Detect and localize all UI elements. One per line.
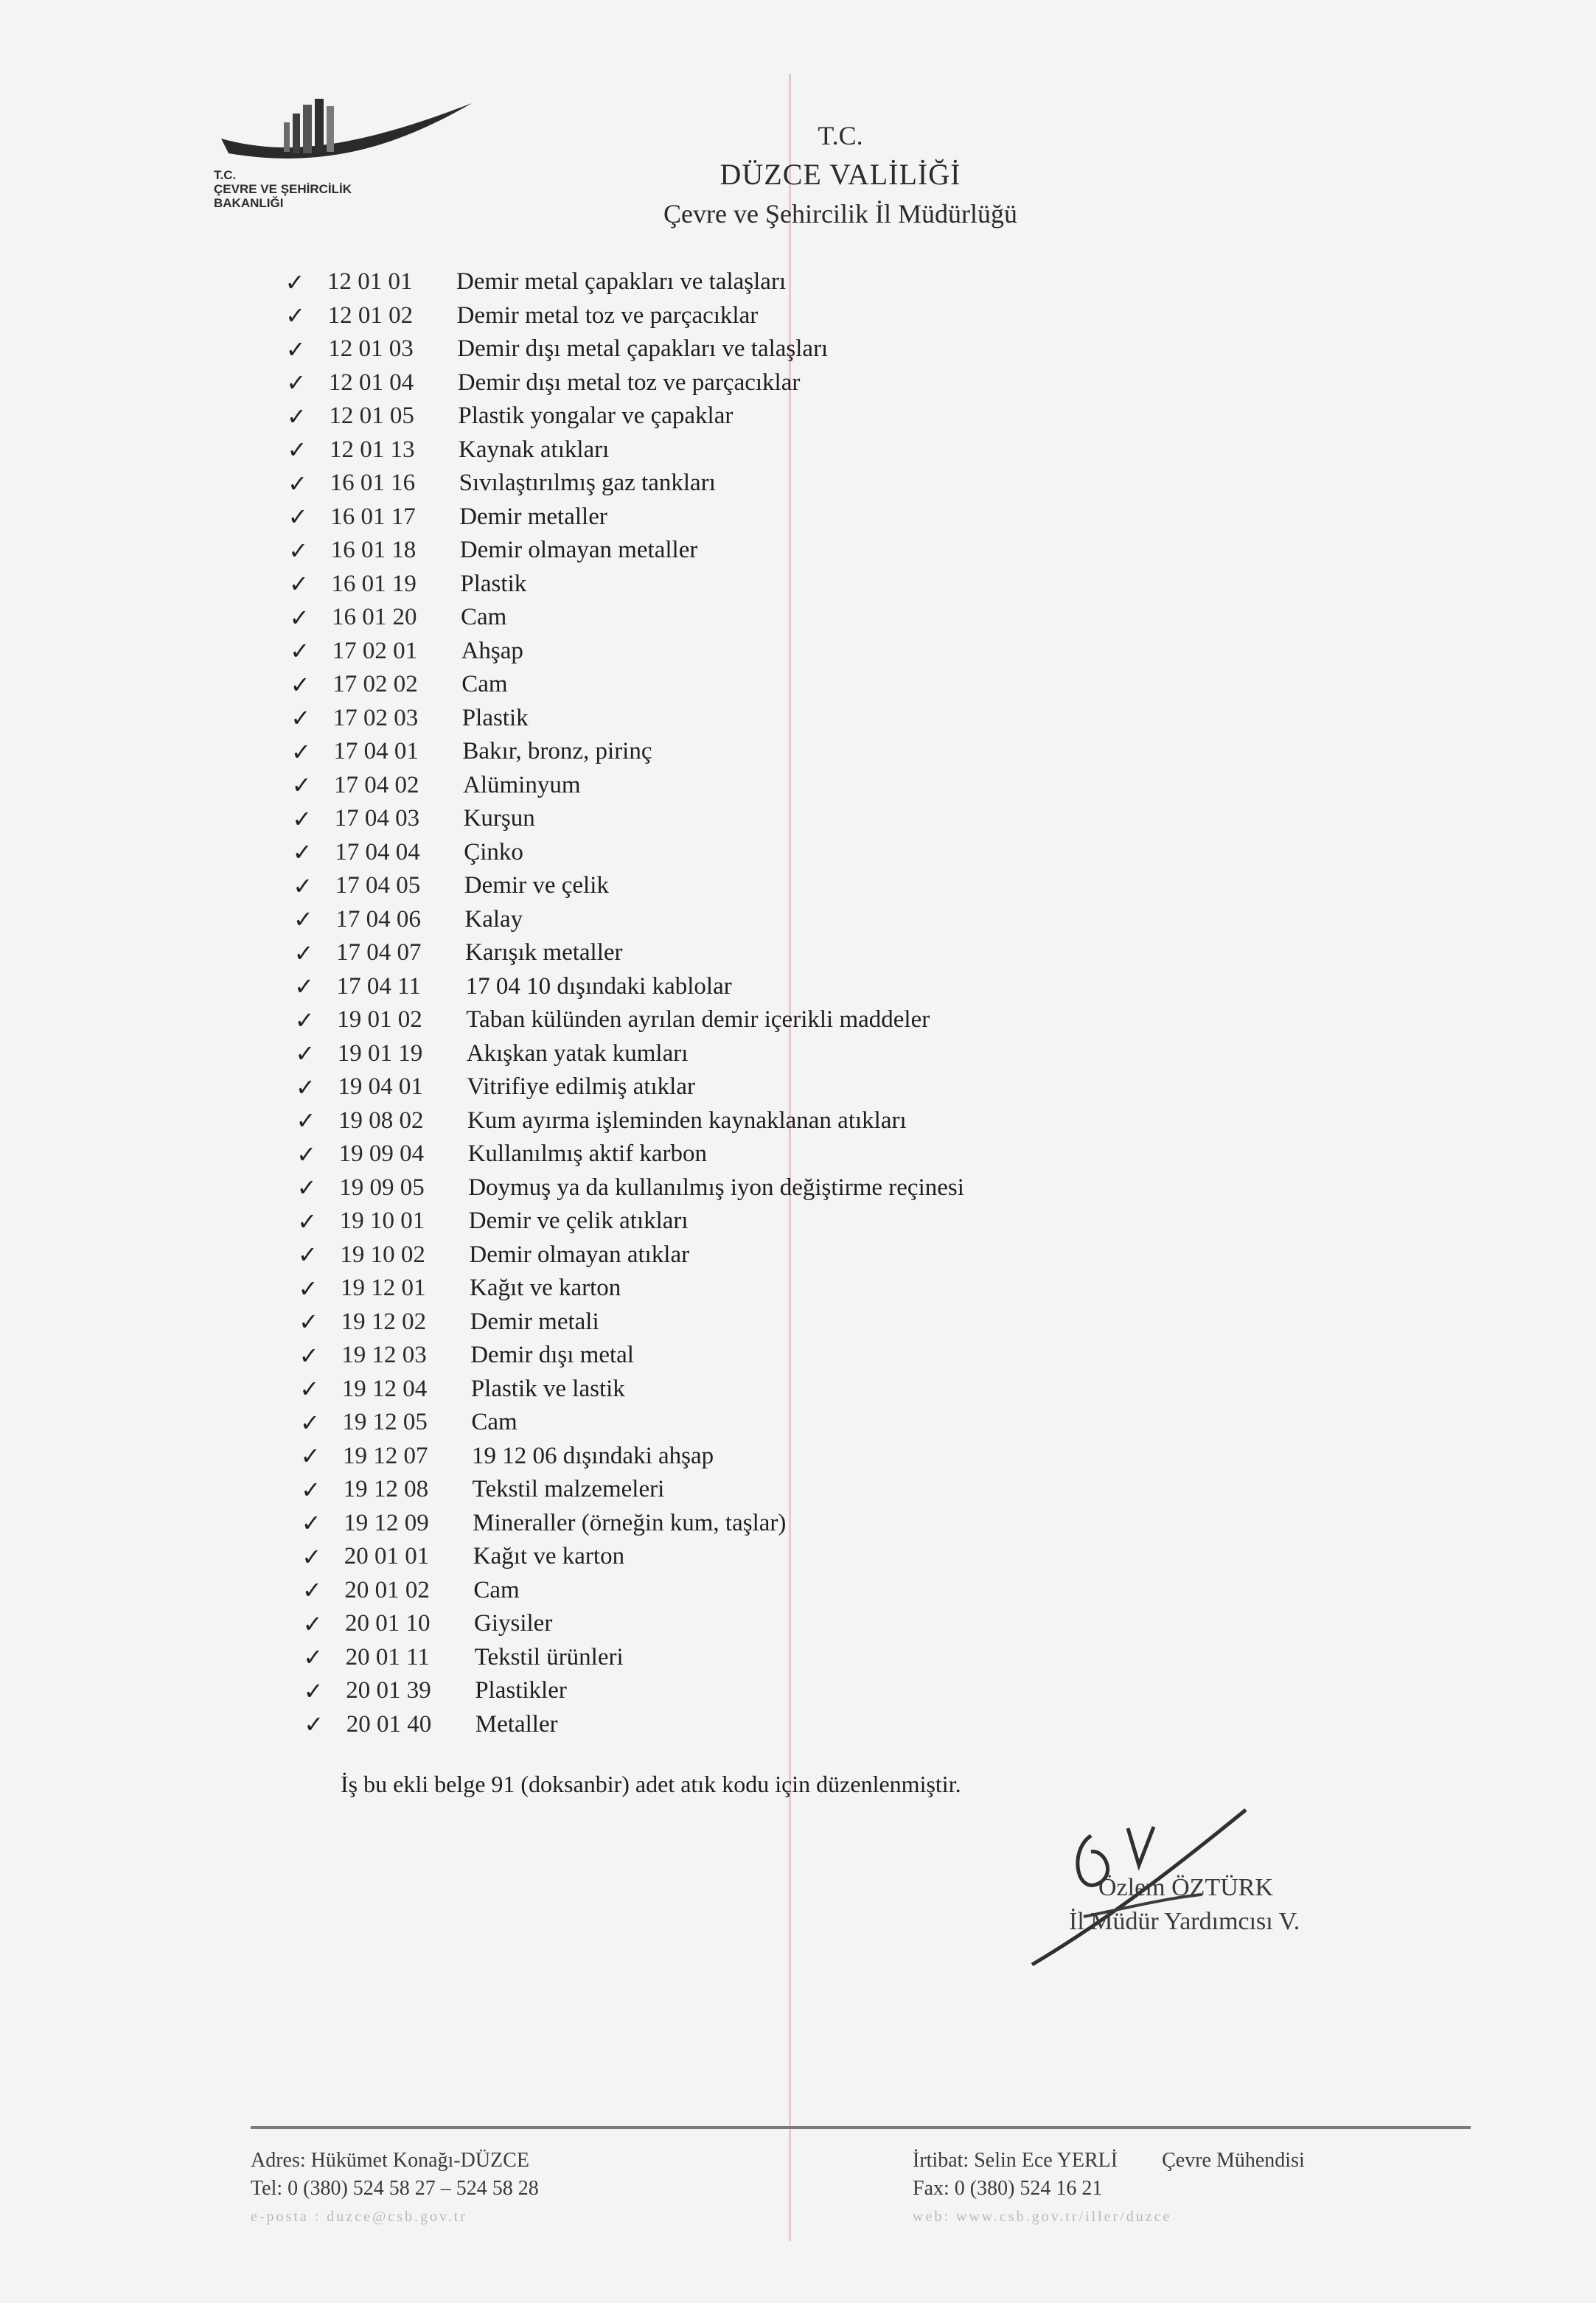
- checkmark-icon: ✓: [289, 603, 310, 632]
- list-item: [273, 836, 1157, 870]
- footer-tel: Tel: 0 (380) 524 58 27 – 524 58 28: [251, 2177, 539, 2200]
- list-item: [273, 1171, 1157, 1205]
- waste-description: Plastik: [461, 704, 529, 731]
- waste-description: Plastik: [460, 570, 527, 597]
- list-item: [273, 668, 1157, 702]
- waste-code: 19 12 07: [343, 1442, 428, 1469]
- checkmark-icon: ✓: [287, 436, 307, 464]
- checkmark-icon: ✓: [298, 1274, 318, 1303]
- waste-code: 12 01 01: [327, 268, 413, 296]
- waste-description: Cam: [461, 604, 507, 631]
- footer-email-cut: e-posta : duzce@csb.gov.tr: [251, 2209, 467, 2225]
- checkmark-icon: ✓: [299, 1375, 320, 1404]
- checkmark-icon: ✓: [294, 972, 314, 1001]
- footer-right: [913, 2147, 1305, 2231]
- list-item: [273, 433, 1157, 467]
- waste-code: 12 01 05: [329, 403, 414, 430]
- list-item: [273, 802, 1157, 836]
- waste-description: 17 04 10 dışındaki kablolar: [465, 972, 732, 1000]
- waste-description: Taban külünden ayrılan demir içerikli maddeler: [466, 1006, 930, 1034]
- checkmark-icon: ✓: [299, 1308, 318, 1337]
- waste-description: Demir olmayan atıklar: [469, 1241, 690, 1268]
- checkmark-icon: ✓: [295, 1073, 316, 1101]
- list-item: [273, 265, 1157, 299]
- waste-code: 16 01 17: [330, 503, 416, 530]
- checkmark-icon: ✓: [296, 1107, 316, 1135]
- checkmark-icon: ✓: [293, 938, 314, 967]
- footer-role: Çevre Mühendisi: [1162, 2149, 1305, 2172]
- list-item: [273, 1607, 1157, 1641]
- waste-code: 17 02 02: [332, 671, 418, 698]
- footer-left: [251, 2147, 539, 2231]
- waste-code: 17 04 07: [336, 939, 422, 966]
- checkmark-icon: ✓: [294, 1006, 315, 1034]
- list-item: [273, 1574, 1157, 1608]
- waste-description: Plastikler: [475, 1677, 567, 1704]
- waste-description: Tekstil malzemeleri: [472, 1476, 665, 1503]
- waste-description: Demir metal toz ve parçacıklar: [456, 302, 759, 329]
- waste-description: Cam: [473, 1576, 520, 1603]
- footer-fax: Fax: 0 (380) 524 16 21: [913, 2177, 1103, 2200]
- document-note: İş bu ekli belge 91 (doksanbir) adet atık kodu için düzenlenmiştir.: [341, 1771, 961, 1797]
- waste-code: 19 01 19: [337, 1039, 423, 1067]
- checkmark-icon: ✓: [303, 1643, 323, 1672]
- list-item: [273, 635, 1157, 669]
- waste-description: Doymuş ya da kullanılmış iyon değiştirme reçinesi: [468, 1174, 964, 1201]
- checkmark-icon: ✓: [288, 469, 307, 498]
- checkmark-icon: ✓: [302, 1576, 322, 1605]
- waste-description: Demir ve çelik: [464, 872, 609, 899]
- checkmark-icon: ✓: [297, 1241, 318, 1269]
- checkmark-icon: ✓: [296, 1140, 316, 1168]
- waste-code: 20 01 39: [346, 1677, 431, 1704]
- checkmark-icon: ✓: [301, 1509, 321, 1538]
- waste-description: Kum ayırma işleminden kaynaklanan atıkları: [467, 1107, 907, 1134]
- waste-code: 19 12 05: [342, 1409, 428, 1436]
- header-org: DÜZCE VALİLİĞİ: [719, 158, 961, 191]
- list-item: [273, 1540, 1157, 1574]
- waste-code: 20 01 11: [345, 1643, 430, 1670]
- list-item: [273, 1037, 1157, 1071]
- checkmark-icon: ✓: [297, 1207, 318, 1236]
- list-item: [273, 332, 1157, 366]
- waste-code: 19 10 02: [340, 1241, 425, 1268]
- waste-code: 17 04 02: [334, 771, 419, 798]
- list-item: [273, 1406, 1157, 1440]
- waste-description: Mineraller (örneğin kum, taşlar): [473, 1509, 787, 1536]
- checkmark-icon: ✓: [290, 737, 311, 766]
- waste-description: Demir dışı metal çapakları ve talaşları: [457, 335, 829, 363]
- waste-description: Demir dışı metal toz ve parçacıklar: [457, 369, 801, 396]
- waste-code: 20 01 02: [344, 1576, 430, 1603]
- checkmark-icon: ✓: [303, 1676, 324, 1705]
- list-item: [273, 1339, 1157, 1373]
- checkmark-icon: ✓: [285, 335, 306, 363]
- checkmark-icon: ✓: [288, 536, 309, 565]
- logo-line: BAKANLIĞI: [214, 196, 284, 210]
- list-item: [273, 1272, 1157, 1306]
- list-item: [273, 936, 1157, 970]
- checkmark-icon: ✓: [285, 302, 305, 330]
- list-item: [273, 869, 1157, 903]
- waste-description: Alüminyum: [463, 771, 581, 798]
- list-item: [273, 501, 1157, 534]
- waste-code: 19 12 09: [344, 1509, 429, 1536]
- waste-code-list: [273, 265, 1157, 1741]
- checkmark-icon: ✓: [286, 369, 307, 397]
- waste-code: 19 10 01: [339, 1208, 425, 1235]
- signature-block: [1069, 1871, 1300, 1939]
- ministry-logo-icon: [214, 94, 494, 175]
- footer-address: Adres: Hükümet Konağı-DÜZCE: [251, 2149, 529, 2172]
- list-item: [273, 1104, 1157, 1138]
- header-dept: Çevre ve Şehircilik İl Müdürlüğü: [663, 199, 1017, 229]
- waste-code: 19 12 08: [343, 1476, 429, 1503]
- list-item: [273, 1003, 1157, 1037]
- checkmark-icon: ✓: [288, 503, 308, 532]
- waste-code: 19 09 04: [338, 1140, 425, 1168]
- waste-code: 16 01 16: [330, 470, 416, 497]
- waste-description: Plastik ve lastik: [470, 1375, 625, 1402]
- waste-code: 16 01 20: [332, 604, 417, 631]
- checkmark-icon: ✓: [285, 268, 305, 296]
- waste-description: Demir metal çapakları ve talaşları: [456, 268, 787, 296]
- waste-code: 17 02 03: [332, 704, 419, 731]
- waste-description: Bakır, bronz, pirinç: [462, 738, 652, 765]
- footer-divider: [251, 2126, 1471, 2129]
- list-item: [273, 1440, 1157, 1474]
- waste-description: Demir metaller: [459, 503, 607, 530]
- list-item: [273, 1708, 1157, 1742]
- checkmark-icon: ✓: [293, 871, 313, 900]
- waste-description: Karışık metaller: [465, 939, 623, 966]
- list-item: [273, 769, 1157, 803]
- waste-code: 12 01 04: [328, 369, 414, 396]
- list-item: [273, 702, 1157, 736]
- waste-code: 17 04 01: [333, 738, 419, 765]
- checkmark-icon: ✓: [291, 771, 312, 800]
- footer-contact: İrtibat: Selin Ece YERLİ: [913, 2149, 1118, 2172]
- logo-line: ÇEVRE VE ŞEHİRCİLİK: [214, 182, 352, 196]
- waste-description: Demir ve çelik atıkları: [468, 1208, 689, 1235]
- list-item: [273, 970, 1157, 1004]
- list-item: [273, 1306, 1157, 1339]
- waste-code: 12 01 13: [330, 436, 415, 463]
- waste-code: 19 12 01: [341, 1275, 426, 1302]
- waste-code: 17 04 06: [335, 905, 421, 933]
- waste-description: Kaynak atıkları: [459, 436, 610, 463]
- list-item: [273, 467, 1157, 501]
- waste-description: Cam: [461, 671, 508, 698]
- list-item: [273, 1205, 1157, 1238]
- list-item: [273, 1473, 1157, 1507]
- waste-description: Kağıt ve karton: [470, 1275, 621, 1302]
- waste-description: Kalay: [464, 905, 523, 933]
- waste-description: Akışkan yatak kumları: [466, 1039, 689, 1067]
- waste-code: 16 01 18: [330, 537, 417, 564]
- waste-code: 20 01 10: [345, 1610, 431, 1637]
- waste-code: 17 04 03: [334, 805, 420, 832]
- waste-code: 19 08 02: [338, 1107, 424, 1134]
- checkmark-icon: ✓: [295, 1039, 316, 1068]
- waste-description: Çinko: [464, 838, 523, 865]
- checkmark-icon: ✓: [304, 1710, 324, 1739]
- waste-code: 19 12 04: [341, 1375, 428, 1402]
- checkmark-icon: ✓: [300, 1442, 321, 1471]
- list-item: [273, 1674, 1157, 1708]
- list-item: [273, 1137, 1157, 1171]
- list-item: [273, 601, 1157, 635]
- waste-code: 19 04 01: [338, 1073, 423, 1101]
- letterhead: [619, 116, 1062, 233]
- waste-code: 17 04 05: [335, 872, 421, 899]
- waste-description: Kağıt ve karton: [473, 1543, 625, 1570]
- signer-title: İl Müdür Yardımcısı V.: [1069, 1908, 1300, 1935]
- checkmark-icon: ✓: [290, 704, 311, 733]
- checkmark-icon: ✓: [299, 1341, 319, 1370]
- checkmark-icon: ✓: [299, 1408, 320, 1437]
- checkmark-icon: ✓: [286, 402, 307, 431]
- waste-description: Demir olmayan metaller: [459, 537, 698, 564]
- checkmark-icon: ✓: [293, 905, 313, 934]
- list-item: [273, 735, 1157, 769]
- waste-code: 12 01 02: [327, 302, 414, 329]
- waste-description: Vitrifiye edilmiş atıklar: [467, 1073, 695, 1101]
- waste-code: 19 09 05: [339, 1174, 425, 1201]
- checkmark-icon: ✓: [290, 637, 310, 666]
- checkmark-icon: ✓: [290, 670, 310, 699]
- list-item: [273, 1238, 1157, 1272]
- ministry-logo: [214, 94, 494, 227]
- footer-web-cut: web: www.csb.gov.tr/iller/duzce: [913, 2209, 1172, 2225]
- waste-description: Demir dışı metal: [470, 1342, 634, 1369]
- waste-description: Giysiler: [474, 1610, 553, 1637]
- logo-text: [214, 168, 352, 210]
- waste-description: Demir metali: [470, 1308, 599, 1335]
- checkmark-icon: ✓: [296, 1174, 317, 1202]
- list-item: [273, 568, 1157, 602]
- list-item: [273, 1641, 1157, 1675]
- waste-code: 19 12 03: [341, 1342, 427, 1369]
- waste-code: 19 01 02: [337, 1006, 422, 1034]
- waste-code: 17 04 11: [336, 972, 421, 1000]
- header-tc: T.C.: [818, 121, 863, 150]
- list-item: [273, 534, 1157, 568]
- checkmark-icon: ✓: [292, 838, 313, 867]
- waste-description: Metaller: [475, 1710, 558, 1738]
- waste-description: Tekstil ürünleri: [474, 1643, 624, 1670]
- checkmark-icon: ✓: [301, 1475, 321, 1504]
- list-item: [273, 400, 1157, 433]
- waste-description: Sıvılaştırılmış gaz tankları: [459, 470, 716, 497]
- list-item: [273, 299, 1157, 333]
- waste-code: 19 12 02: [341, 1308, 427, 1335]
- list-item: [273, 903, 1157, 937]
- waste-description: Kurşun: [463, 805, 535, 832]
- waste-description: Kullanılmış aktif karbon: [467, 1140, 708, 1168]
- waste-code: 20 01 01: [344, 1543, 430, 1570]
- checkmark-icon: ✓: [302, 1609, 323, 1638]
- waste-code: 17 04 04: [335, 838, 420, 865]
- logo-line: T.C.: [214, 168, 237, 182]
- waste-code: 12 01 03: [328, 335, 414, 363]
- signer-name: Özlem ÖZTÜRK: [1098, 1874, 1274, 1901]
- checkmark-icon: ✓: [302, 1542, 322, 1571]
- waste-code: 17 02 01: [332, 637, 418, 664]
- waste-code: 16 01 19: [331, 570, 417, 597]
- checkmark-icon: ✓: [288, 570, 309, 599]
- list-item: [273, 1070, 1157, 1104]
- waste-description: Plastik yongalar ve çapaklar: [458, 403, 733, 430]
- waste-description: Cam: [471, 1409, 518, 1436]
- waste-description: 19 12 06 dışındaki ahşap: [472, 1442, 714, 1469]
- checkmark-icon: ✓: [292, 804, 312, 833]
- list-item: [273, 1507, 1157, 1541]
- waste-description: Ahşap: [461, 637, 523, 664]
- waste-code: 20 01 40: [346, 1710, 432, 1738]
- list-item: [273, 1373, 1157, 1407]
- list-item: [273, 366, 1157, 400]
